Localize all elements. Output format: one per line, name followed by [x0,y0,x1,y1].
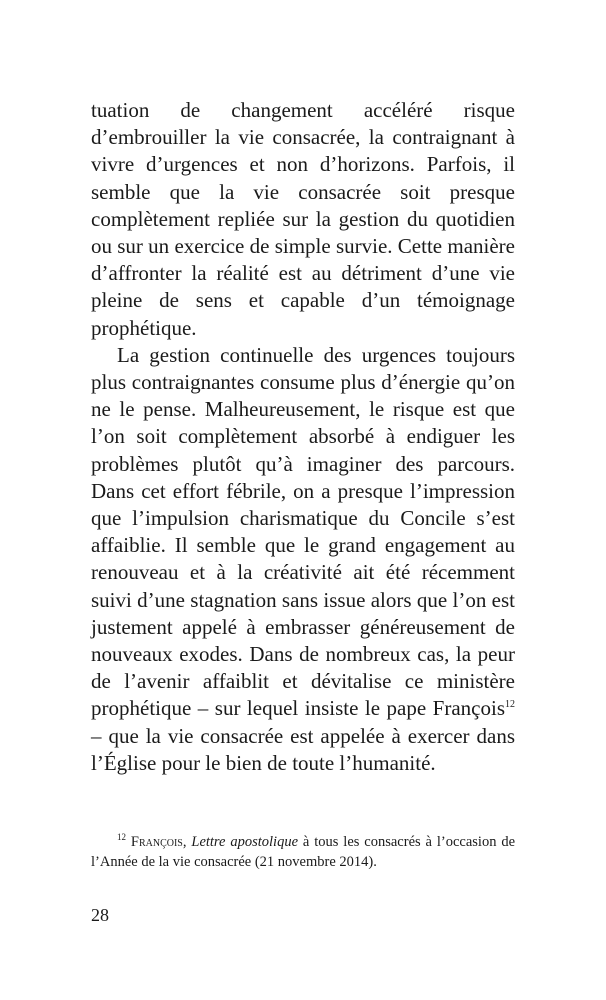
footnote-author: François, [130,834,187,850]
footnote-reference[interactable]: 12 [505,699,515,711]
page-number: 28 [91,905,109,925]
paragraph-text: La gestion continuelle des urgences toujours plus contraignantes consume plus d’énergie qu’on ne le pense. Malheureusement, le risque est que l’on soit complètement absorbé à endiguer les problèmes plutôt qu’à imaginer des parcours. Dans cet effort fébrile, on a presque l’impression que l’impulsion charismatique du Concile s’est affaiblie. Il semble que le grand engagement au renouveau et à la créativité ait été récemment suivi d’une stagnation sans issue alors que l’on est justement appelé à embrasser généreusement de nouveaux exodes. Dans de nombreux cas, la peur de l’avenir affaiblit et dévitalise ce ministère prophétique – sur lequel insiste le pape François [91,342,515,721]
paragraph-text: – que la vie consacrée est appelée à exercer dans l’Église pour le bien de toute l’humanité. [91,723,515,775]
paragraph: tuation de changement accéléré risque d’embrouiller la vie consacrée, la contraignant à vivre d’urgences et non d’horizons. Parfois, il semble que la vie consacrée soit presque complètement repliée sur la gestion du quotidien ou sur un exercice de simple survie. Cette manière d’affronter la réalité est au détriment d’une vie pleine de sens et capable d’un témoignage prophétique. [91,98,515,340]
footnote [91,832,515,872]
footnote-text: à tous les consacrés à l’occasion de l’Année de la vie consacrée (21 novembre 2014). [91,834,516,870]
body-text [91,97,515,777]
footnote-marker: 12 [117,832,126,843]
footnote-title: Lettre apostolique [191,834,299,850]
paragraph [91,342,515,777]
